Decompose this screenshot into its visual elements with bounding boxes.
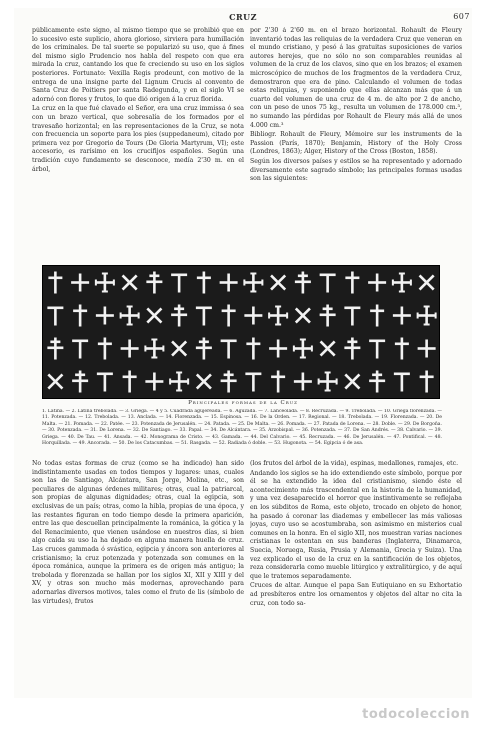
cross-icon	[123, 371, 137, 393]
cross-icon	[71, 274, 89, 292]
cross-icon	[121, 340, 139, 358]
cross-icon	[220, 274, 238, 292]
cross-icon	[245, 373, 261, 392]
cross-icon	[271, 371, 285, 393]
cross-icon	[244, 307, 262, 325]
cross-icon	[370, 305, 384, 327]
cross-icon	[122, 275, 138, 291]
cross-icon	[72, 340, 88, 359]
cross-icon	[369, 340, 385, 359]
running-head	[14, 12, 472, 24]
cross-icon	[294, 373, 312, 391]
cross-icon	[47, 374, 63, 390]
cross-icon	[268, 306, 288, 326]
paragraph: Según los diversos países y estilos se ha representado y adornado diversamente este sagrado símbolo; las principales formas usadas son las siguientes:	[250, 157, 462, 183]
cross-icon	[120, 306, 140, 326]
cross-icon	[72, 371, 88, 393]
cross-icon	[393, 307, 411, 325]
cross-icon	[295, 308, 311, 324]
cross-icon	[318, 372, 338, 392]
text-column-right-lower	[250, 460, 462, 700]
cross-icon	[418, 340, 436, 358]
figure-legend: 1. Latina. — 2. Latina trebolada. — 3. Griega. — 4 y 5. Cuadrada agujereada. — 6. Aguzada. — 7. Lanceolada. — 8. Recruzada. — 9. Trebolada. — 10. Griega florenzada. — 11. Potenzada. — 12. Trebolada. — 13. Anclada. — 14. Florenzada. — 15. Espinosa. — 16. De la Orden. — 17. Regional. — 18. Trebolada. — 19. Florenzada. — 20. De Malta. — 21. Pomada. — 22. Patée. — 23. Potenzada de Jerusalén. — 24. Patada. — 25. De Malta. — 26. Pomada. — 27. Patada de Lorena. — 28. Doble. — 29. De Borgoña. — 30. Potenzada. — 31. De Lorena. — 32. De Santiago. — 33. Papal. — 34. De Alcántara. — 35. Arzobispal. — 36. Potenzada. — 37. De San Andrés. — 38. Calvario. — 39. Griega. — 40. De Tau. — 41. Ansada. — 42. Monograma de Cristo. — 43. Gamada. — 44. Del Calvario. — 45. Recruzada. — 46. De Jerusalén. — 47. Pontifical. — 48. Horquillada. — 49. Ancorada. — 50. De los Catacumbas. — 51. Rasgada. — 52. Radiada ó doble. — 53. Hugonota. — 54. Egipcia ó de asa.	[42, 409, 442, 447]
cross-icon	[48, 272, 62, 294]
cross-icon	[98, 338, 112, 360]
cross-icon	[344, 307, 360, 326]
paragraph: La cruz en la que fué clavado el Señor, era una cruz immissa ó sea con un brazo vertical, que sobresalía de los formados por el travesaño horizontal; en las representaciones de la Cruz, se nota con frecuencia un soporte para los pies (suppedaneum), citado por primera vez por Gregorio de Tours (De Gloria Martyrum, VI); este accesorio, es rarísimo en los crucifijos españoles. Según una tradición cuyo fundamento se desconoce, medía 2'30 m. en el árbol,	[32, 105, 244, 173]
cross-icon	[144, 339, 164, 359]
text-column-right	[250, 27, 462, 265]
cross-icon	[47, 338, 63, 360]
cross-icon	[171, 305, 187, 327]
page-title: CRUZ	[229, 12, 257, 22]
cross-icon	[47, 307, 63, 326]
cross-icon	[95, 273, 115, 293]
cross-icon	[97, 373, 113, 392]
cross-icon	[392, 273, 412, 293]
cross-icon	[96, 307, 114, 325]
cross-icon	[395, 338, 409, 360]
cross-icon	[145, 373, 163, 391]
cross-icon	[221, 340, 237, 359]
text-column-left	[32, 27, 244, 265]
cross-illustrations	[43, 266, 439, 398]
text-column-left-lower	[32, 460, 244, 700]
cross-icon	[293, 339, 313, 359]
cross-icon	[344, 338, 360, 360]
cross-icon	[344, 374, 360, 390]
figure-caption: Principales formas de la Cruz	[188, 400, 298, 406]
cross-icon	[417, 306, 437, 326]
bibliography: Bibliogr. Rohault de Fleury, Mémoire sur les instruments de la Passion (París, 1870); Benjamin, History of the Holy Cross (Londres, 1863); Alger, History of the Cross (Boston, 1858).	[250, 131, 462, 156]
cross-icon	[222, 305, 236, 327]
cross-icon	[320, 274, 336, 293]
paragraph: públicamente este signo, al mismo tiempo que se prohibió que en lo sucesivo este suplicio, ahora glorioso, sirviera para humillación de los criminales. De tal suerte se popularizó su uso, que á fines del mismo siglo Prudencio nos habla del respeto con que era mirada la cruz, cantando los que fe creciendo su uso en los siglos posteriores. Fortunato: Vexilla Regis prodeunt, con motivo de la entrega de una insigne parte del Lignum Crucis al convento de Santa Cruz de Poitiers por santa Radegunda, y en el siglo VI se adornó con flores y frutos, lo que dió origen á la cruz florida.	[32, 27, 244, 103]
cross-icon	[269, 340, 287, 358]
cross-icon	[73, 305, 87, 327]
cross-icon	[196, 307, 212, 326]
book-page	[14, 8, 472, 698]
watermark-logo: todocoleccion	[362, 707, 470, 722]
paragraph: No todas estas formas de cruz (como se ha indicado) han sido indistintamente usadas en todos tiempos y lugares: unas, cuales son las de Santiago, Alcántara, San Jorge, Molina, etc., son peculiares de algunas órdenes militares; otras, cual la patriarcal, son propias de algunas dignidades; otras, cual la egipcia, son exclusivas de un país; otras, como la hibla, propias de una época, y las restantes figuran en todo tiempo desde la primera aparición, entre las que descuellan principalmente la románica, la gótica y la del Renacimiento, que vienen usándose en nuestros días, si bien algo caída su uso la ha dejado en alguna manera huella de cruz. Las cruces gammada ó svástica, egipcia y áncora son anteriores al cristianismo; la cruz potenzada y potenzada son comunes en la época románica, aunque la primera es de origen más antiguo; la trebolada y florenzada se hallan por los siglos XI, XII y XIII y del XV, y otras son mucho más modernas, aprovechando para adornarlas diversos motivos, tales como el fruto de lis (símbolo de las virtudes), frutos	[32, 460, 244, 605]
paragraph: por 2'30 á 2'60 m. en el brazo horizontal. Rohault de Fleury inventarió todas las reliquias de la verdadera Cruz que veneran en el mundo cristiano, y pesó á las gratuitas suposiciones de varios autores herejes, que no sólo no son comparables reunidas al volumen de la cruz de los clavos, sino que en los brazos; el examen microscópico de muchos de los fragmentos de la verdadera Cruz, demostraron que era de pino. Calculando el volumen de todas estas reliquias, y suponiendo que ellas alcanzan más que á un cuarto del volumen de una cruz de 4 m. de alto por 2 de ancho, con un peso de unos 75 kg., resulta un volumen de 178.000 cm.³, no sumando las pérdidas por Rohault de Fleury más allá de unos 4.000 cm.³	[250, 27, 462, 129]
cross-icon	[171, 274, 187, 293]
cross-icon	[146, 272, 162, 294]
cross-icon	[243, 273, 263, 293]
cross-icon	[196, 374, 212, 390]
paragraph: Andando los siglos se ha ido extendiendo este símbolo, porque por él se ha extendido la idea del cristianismo, siendo éste el acontecimiento más trascendental en la historia de la humanidad, y una vez desaparecido el horror que instintivamente se reflejaba en los súbditos de Roma, este objeto, trocado en objeto de honor, ha pasado á coronar las diademas y embellecer las más valiosas joyas, cuyo uso se acostumbraba, son asimismo en misterios cual comunes en la honra. En el siglo XII, nos muestran varias naciones cristianas le ostentan en sus banderas (Inglaterra, Dinamarca, Suecia, Noruega, Rusia, Prusia y Alemania, Grecia y Suiza). Una vez explicado el uso de la cruz en la santificación de los objetos, reza considerarla como mueble litúrgico y extralitúrgico, y de aquí que le tratemos separadamente.	[250, 469, 462, 580]
paragraph: (los frutos del árbol de la vida), espinas, medallones, ramajes, etc.	[250, 460, 459, 467]
cross-icon	[394, 373, 410, 392]
cross-icon	[171, 341, 187, 357]
cross-icon	[246, 338, 260, 360]
cross-icon	[320, 305, 336, 327]
cross-icon	[295, 272, 311, 294]
cross-icon	[419, 275, 435, 291]
cross-icon	[197, 272, 211, 294]
paragraph: Cruces de altar. Aunque el papa San Eutiquiano en su Exhortatio ad presbíteros entre los ornamentos y objetos del altar no cita la cruz, con todo sa-	[250, 582, 462, 607]
cross-icon	[270, 275, 286, 291]
page-number: 607	[453, 12, 470, 21]
cross-forms-plate	[42, 265, 440, 399]
cross-icon	[221, 371, 237, 393]
cross-icon	[345, 272, 359, 294]
cross-icon	[146, 308, 162, 324]
cross-icon	[196, 338, 212, 360]
cross-icon	[368, 274, 386, 292]
cross-icon	[320, 341, 336, 357]
cross-icon	[169, 372, 189, 392]
cross-icon	[369, 371, 385, 393]
cross-icon	[420, 371, 434, 393]
